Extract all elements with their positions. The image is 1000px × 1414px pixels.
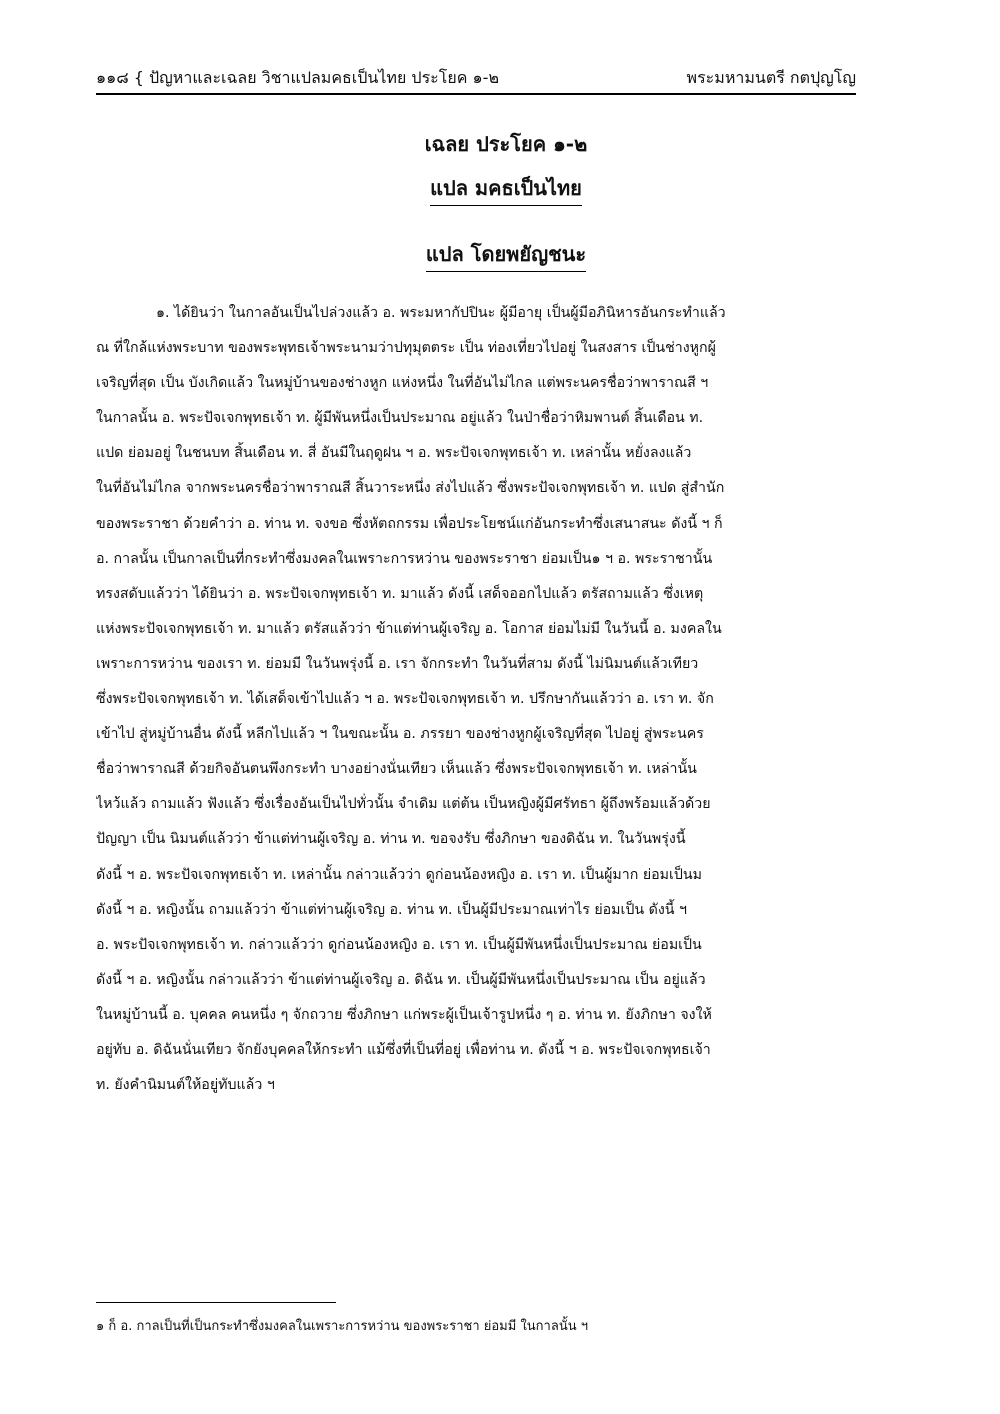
- body-line: แปด ย่อมอยู่ ในชนบท สิ้นเดือน ท. สี่ อันมีในฤดูฝน ฯ อ. พระปัจเจกพุทธเจ้า ท. เหล่านั้น หยั่งลงแล้ว: [96, 445, 692, 462]
- body-line: ดังนี้ ฯ อ. หญิงนั้น ถามแล้วว่า ข้าแต่ท่านผู้เจริญ อ. ท่าน ท. เป็นผู้มีประมาณเท่าไร ย่อมเป็น ดังนี้ ฯ: [96, 901, 687, 918]
- body-line: ท. ยังคำนิมนต์ให้อยู่ทับแล้ว ฯ: [96, 1077, 275, 1094]
- translation-subtitle: [6, 172, 1000, 206]
- header-rule: [96, 93, 856, 95]
- body-line: เจริญที่สุด เป็น บังเกิดแล้ว ในหมู่บ้านของช่างหูก แห่งหนึ่ง ในที่อันไม่ไกล แต่พระนครชื่อว่าพาราณสี ฯ: [96, 375, 709, 392]
- body-line: ดังนี้ ฯ อ. พระปัจเจกพุทธเจ้า ท. เหล่านั้น กล่าวแล้วว่า ดูก่อนน้องหญิง อ. เรา ท. เป็นผู้มาก ย่อมเป็นม: [96, 866, 702, 883]
- footnote-rule: [96, 1302, 336, 1303]
- body-line: ในที่อันไม่ไกล จากพระนครชื่อว่าพาราณสี สิ้นวาระหนึ่ง ส่งไปแล้ว ซึ่งพระปัจเจกพุทธเจ้า ท. แปด สู่สำนัก: [96, 480, 725, 497]
- section-heading-text: แปล โดยพยัญชนะ: [426, 238, 586, 272]
- body-line: ๑. ได้ยินว่า ในกาลอันเป็นไปล่วงแล้ว อ. พระมหากัปปินะ ผู้มีอายุ เป็นผู้มีอภินิหารอันกระทำแล้ว: [156, 305, 726, 321]
- body-line: เข้าไป สู่หมู่บ้านอื่น ดังนี้ หลีกไปแล้ว ฯ ในขณะนั้น อ. ภรรยา ของช่างหูกผู้เจริญที่สุด ไปอยู่ สู่พระนคร: [96, 726, 704, 743]
- body-line: อ. กาลนั้น เป็นกาลเป็นที่กระทำซึ่งมงคลในเพราะการหว่าน ของพระราชา ย่อมเป็น๑ ฯ อ. พระราชานั้น: [96, 550, 713, 567]
- footnote: ๑ ก็ อ. กาลเป็นที่เป็นกระทำซึ่งมงคลในเพราะการหว่าน ของพระราชา ย่อมมี ในกาลนั้น ฯ: [96, 1319, 589, 1334]
- body-line: ปัญญา เป็น นิมนต์แล้วว่า ข้าแต่ท่านผู้เจริญ อ. ท่าน ท. ขอจงรับ ซึ่งภิกษา ของดิฉัน ท. ในวันพรุ่งนี้: [96, 831, 686, 848]
- body-line: ทรงสดับแล้วว่า ได้ยินว่า อ. พระปัจเจกพุทธเจ้า ท. มาแล้ว ดังนี้ เสด็จออกไปแล้ว ตรัสถามแล้ว ซึ่งเหตุ: [96, 585, 704, 602]
- body-line: ไหว้แล้ว ถามแล้ว ฟังแล้ว ซึ่งเรื่องอันเป็นไปทั่วนั้น จำเดิม แต่ต้น เป็นหญิงผู้มีศรัทธา ผู้ถึงพร้อมแล้วด้วย: [96, 796, 711, 813]
- running-header-left: ๑๑๘ { ปัญหาและเฉลย วิชาแปลมคธเป็นไทย ประโยค ๑-๒: [96, 68, 499, 87]
- body-line: ในหมู่บ้านนี้ อ. บุคคล คนหนึ่ง ๆ จักถวาย ซึ่งภิกษา แก่พระผู้เป็นเจ้ารูปหนึ่ง ๆ อ. ท่าน ท. ยังภิกษา จงให้: [96, 1006, 712, 1023]
- answer-title: [6, 128, 1000, 160]
- body-line: ในกาลนั้น อ. พระปัจเจกพุทธเจ้า ท. ผู้มีพันหนึ่งเป็นประมาณ อยู่แล้ว ในป่าชื่อว่าหิมพานต์ สิ้นเดือน ท.: [96, 410, 704, 427]
- body-line: เพราะการหว่าน ของเรา ท. ย่อมมี ในวันพรุ่งนี้ อ. เรา จักกระทำ ในวันที่สาม ดังนี้ ไม่นิมนต์แล้วเทียว: [96, 655, 699, 672]
- translation-body: [96, 296, 858, 1103]
- body-line: ของพระราชา ด้วยคำว่า อ. ท่าน ท. จงขอ ซึ่งหัตถกรรม เพื่อประโยชน์แก่อันกระทำซึ่งเสนาสนะ ดังนี้ ฯ ก็: [96, 515, 723, 532]
- page-header: [96, 64, 856, 94]
- body-line: ซึ่งพระปัจเจกพุทธเจ้า ท. ได้เสด็จเข้าไปแล้ว ฯ อ. พระปัจเจกพุทธเจ้า ท. ปรึกษากันแล้วว่า อ. เรา ท. จัก: [96, 691, 714, 708]
- body-line: อ. พระปัจเจกพุทธเจ้า ท. กล่าวแล้วว่า ดูก่อนน้องหญิง อ. เรา ท. เป็นผู้มีพันหนึ่งเป็นประมาณ ย่อมเป็น: [96, 936, 702, 953]
- translation-subtitle-text: แปล มคธเป็นไทย: [430, 172, 582, 206]
- section-heading: [6, 238, 1000, 272]
- body-line: แห่งพระปัจเจกพุทธเจ้า ท. มาแล้ว ตรัสแล้วว่า ข้าแต่ท่านผู้เจริญ อ. โอกาส ย่อมไม่มี ในวันนี้ อ. มงคลใน: [96, 620, 722, 637]
- answer-title-text: เฉลย ประโยค ๑-๒: [424, 132, 588, 156]
- body-line: ณ ที่ใกล้แห่งพระบาท ของพระพุทธเจ้าพระนามว่าปทุมุตตระ เป็น ท่องเที่ยวไปอยู่ ในสงสาร เป็นช่างหูกผู้: [96, 340, 716, 357]
- body-line: ชื่อว่าพาราณสี ด้วยกิจอันตนพึงกระทำ บางอย่างนั่นเทียว เห็นแล้ว ซึ่งพระปัจเจกพุทธเจ้า ท. เหล่านั้น: [96, 761, 697, 778]
- body-line: อยู่ทับ อ. ดิฉันนั่นเทียว จักยังบุคคลให้กระทำ แม้ซึ่งที่เป็นที่อยู่ เพื่อท่าน ท. ดังนี้ ฯ อ. พระปัจเจกพุทธเจ้า: [96, 1041, 711, 1058]
- body-line: ดังนี้ ฯ อ. หญิงนั้น กล่าวแล้วว่า ข้าแต่ท่านผู้เจริญ อ. ดิฉัน ท. เป็นผู้มีพันหนึ่งเป็นประมาณ เป็น อยู่แล้ว: [96, 971, 706, 988]
- running-header-author: พระมหามนตรี กตปุญโญ: [686, 68, 856, 87]
